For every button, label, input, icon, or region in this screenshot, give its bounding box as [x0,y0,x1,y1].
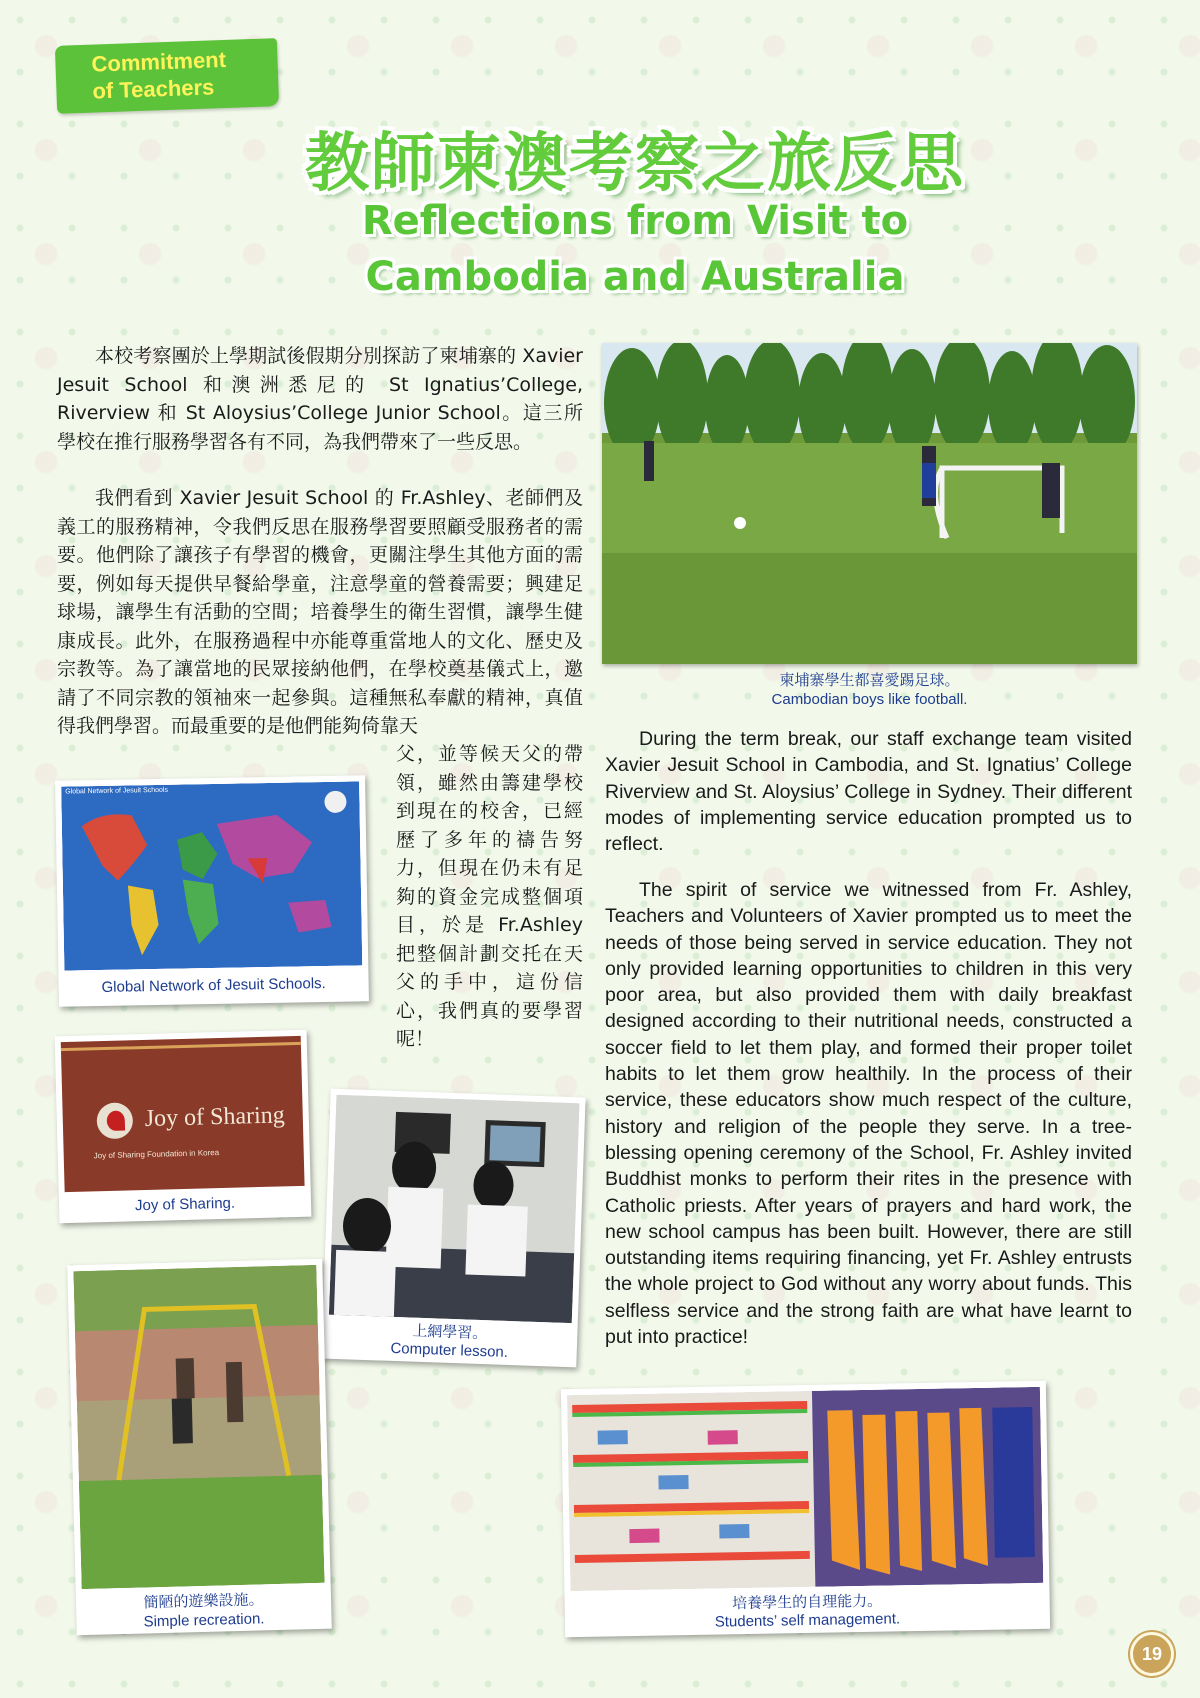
english-paragraph-2: The spirit of service we witnessed from Fr. Ashley, Teachers and Volunteers of Xavier prompted us to meet the needs of those being served in service education. They not only provided learning opportunities to children in this very poor area, but also provided them with daily breakfast designed according to their nutritional needs, constructed a soccer field to let them play, and formed their proper toilet habits to let them grow healthily. In the process of their service, these educators show much respect of the culture, history and religion of the people they serve. In a tree-blessing opening ceremony of the School, Fr. Ashley invited Buddhist monks to perform their rites in the presence with Catholic priests. After years of prayers and hard work, the new school campus has been built. However, there are still outstanding items requiring financing, yet Fr. Ashley entrusts the whole project to God without any worry about funds. This selfless service and the strong faith are what have learnt to put into practice! [605,879,1132,1349]
self-mgmt-caption-en: Students’ self management. [714,1610,901,1631]
section-tag [55,38,279,114]
swing-caption-zh: 簡陋的遊樂設施。 [143,1590,264,1612]
section-tag-line2: of Teachers [92,74,215,104]
computer-lesson-image [329,1095,580,1323]
self-mgmt-photo-frame [561,1381,1050,1637]
map-inner-label: Global Network of Jesuit Schools [65,786,169,796]
football-photo [602,343,1137,664]
football-caption-zh: 柬埔寨學生都喜愛踢足球。 [779,671,960,689]
sharing-caption: Joy of Sharing. [134,1194,236,1215]
sharing-sign-subtext: Joy of Sharing Foundation in Korea [93,1148,220,1161]
computer-caption-zh: 上網學習。 [412,1321,488,1343]
swing-caption-en: Simple recreation. [143,1610,265,1631]
sharing-sign-text: Joy of Sharing [144,1102,286,1132]
self-management-image [567,1387,1043,1591]
map-caption: Global Network of Jesuit Schools. [101,975,326,996]
section-tag-line1: Commitment [91,46,227,77]
computer-photo-frame [321,1089,585,1368]
chinese-paragraph-2: 我們看到 Xavier Jesuit School 的 Fr.Ashley、老師們及義工的服務精神，令我們反思在服務學習要照顧受服務者的需要。他們除了讓孩子有學習的機會，更關注學生其他方面的需要，例如每天提供早餐給學童，注意學童的營養需要；興建足球場，讓學生有活動的空間；培養學生的衛生習慣，讓學生健康成長。此外，在服務過程中亦能尊重當地人的文化、歷史及宗教等。為了讓當地的民眾接納他們，在學校奠基儀式上，邀請了不同宗教的領袖來一起參與。這種無私奉獻的精神，真值得我們學習。而最重要的是他們能夠倚靠天 [57,487,583,737]
map-photo-frame [55,775,369,1006]
football-caption-en: Cambodian boys like football. [771,691,968,708]
swing-photo-frame [67,1259,332,1636]
english-paragraph-1: During the term break, our staff exchange team visited Xavier Jesuit School in Cambodia, and St. Ignatius’ College Riverview and St. Aloysius’ College in Sydney. Their different modes of implementing service education prompted us to reflect. [605,728,1132,856]
sharing-sign-image [61,1036,305,1192]
sharing-photo-frame [55,1030,312,1224]
chinese-paragraph-2-continued: 父，並等候天父的帶領，雖然由籌建學校到現在的校舍，已經歷了多年的禱告努力，但現在仍未有足夠的資金完成整個項目，於是 Fr.Ashley 把整個計劃交托在天父的手中，這份信心，我們真的要學習呢！ [396,743,583,1050]
title-english-line1: Reflections from Visit to [361,198,909,244]
self-mgmt-caption-zh: 培養學生的自理能力。 [731,1591,883,1613]
map-image [61,781,362,970]
football-scene-image [602,343,1137,664]
page-number: 19 [1130,1632,1174,1676]
title-english-line2: Cambodia and Australia [365,254,905,300]
chinese-paragraph-1: 本校考察團於上學期試後假期分別探訪了柬埔寨的 Xavier Jesuit School 和澳洲悉尼的 St Ignatius’College, Riverview 和 St Aloysius’College Junior School。這三所學校在推行服務學習各有不同，為我們帶來了一些反思。 [57,345,583,453]
title-chinese: 教師柬澳考察之旅反思 [305,127,965,201]
computer-caption-en: Computer lesson. [390,1339,509,1361]
swing-image [73,1265,324,1589]
